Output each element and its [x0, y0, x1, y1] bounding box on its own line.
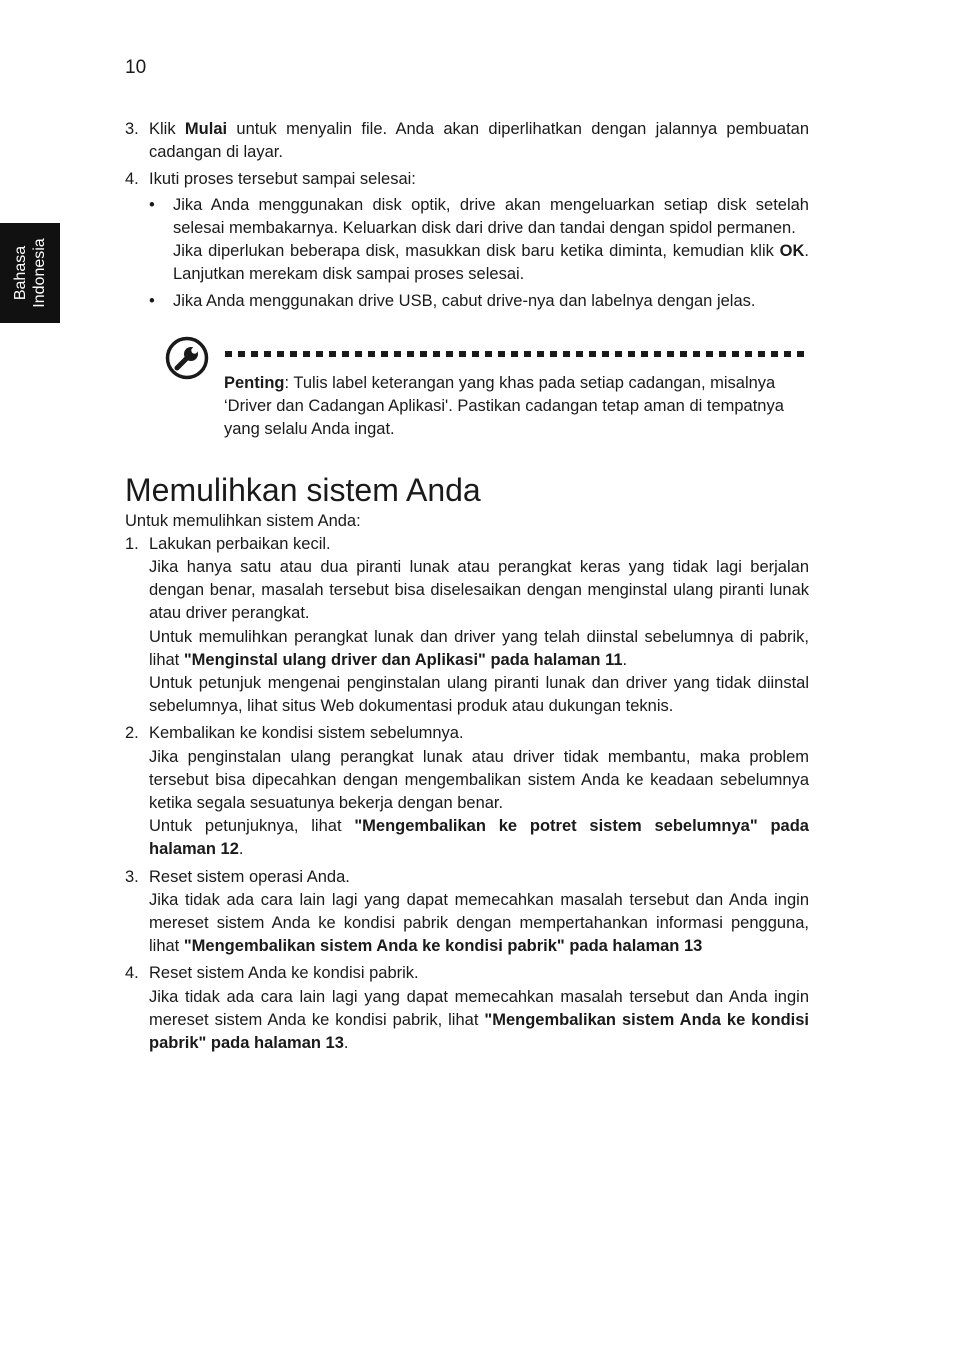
step-title: Reset sistem Anda ke kondisi pabrik.	[149, 964, 419, 983]
note-label: Penting	[224, 373, 285, 392]
step-number: 4.	[125, 964, 139, 983]
step-paragraph: Jika hanya satu atau dua piranti lunak atau perangkat keras yang tidak lagi berjalan dengan benar, masalah tersebut bisa diselesaikan dengan menginstal ulang piranti lunak atau driver perangkat.	[149, 558, 809, 623]
step-title: Reset sistem operasi Anda.	[149, 867, 350, 886]
important-note	[125, 336, 809, 440]
cross-reference-link: "Menginstal ulang driver dan Aplikasi" pada halaman 11	[183, 650, 623, 669]
restore-step-4	[125, 962, 809, 1055]
paragraph-post: .	[343, 1034, 349, 1053]
bullet-extra-pre: Jika diperlukan beberapa disk, masukkan disk baru ketika diminta, kemudian klik	[173, 242, 780, 261]
bullet-dot: •	[149, 292, 155, 311]
cross-reference-link: "Mengembalikan sistem Anda ke kondisi pabrik" pada halaman 13	[149, 1010, 809, 1053]
note-body: : Tulis label keterangan yang khas pada setiap cadangan, misalnya ‘Driver dan Cadangan Aplikasi'. Pastikan cadangan tetap aman di tempatnya yang selalu Anda ingat.	[224, 373, 784, 439]
paragraph-pre: Jika tidak ada cara lain lagi yang dapat memecahkan masalah tersebut dan Anda ingin mereset sistem Anda ke kondisi pabrik dengan mempertahankan informasi pengguna, lihat	[149, 890, 809, 956]
side-tab-line-2: Indonesia	[31, 238, 48, 308]
step-text: Ikuti proses tersebut sampai selesai:	[149, 170, 416, 189]
step-paragraph	[149, 815, 809, 861]
language-side-tab	[0, 223, 60, 323]
paragraph-pre: Jika tidak ada cara lain lagi yang dapat memecahkan masalah tersebut dan Anda ingin mereset sistem Anda ke kondisi pabrik, lihat	[149, 987, 809, 1029]
restore-step-3	[125, 866, 809, 959]
paragraph-post: .	[238, 840, 244, 859]
wrench-icon	[165, 336, 209, 380]
paragraph-post: .	[622, 650, 628, 669]
step-number: 2.	[125, 724, 139, 743]
page-content	[125, 118, 809, 1059]
step-paragraph: Untuk petunjuk mengenai penginstalan ulang piranti lunak dan driver yang tidak diinstal sebelumnya, lihat situs Web dokumentasi produk atau dukungan teknis.	[149, 674, 809, 716]
note-dotted-divider	[225, 351, 809, 357]
section-heading: Memulihkan sistem Anda	[125, 471, 481, 508]
page-number: 10	[125, 57, 147, 78]
bullet-item-usb	[149, 290, 809, 313]
backup-step-4	[125, 168, 809, 313]
step-number: 3.	[125, 120, 139, 138]
bullet-text: Jika Anda menggunakan disk optik, drive akan mengeluarkan setiap disk setelah selesai membakarnya. Keluarkan disk dari drive dan tandai dengan spidol permanen.	[173, 195, 809, 237]
step-number: 1.	[125, 534, 139, 553]
bullet-extra-bold: OK	[779, 242, 805, 261]
cross-reference-link: "Mengembalikan sistem Anda ke kondisi pabrik" pada halaman 13	[183, 937, 703, 956]
bullet-extra-text	[173, 240, 809, 286]
step-paragraph	[149, 626, 809, 672]
bullet-list	[149, 194, 809, 314]
backup-step-3	[125, 118, 809, 164]
step-number: 4.	[125, 170, 139, 189]
paragraph-pre: Untuk petunjuknya, lihat	[149, 817, 355, 836]
step-text-post: untuk menyalin file. Anda akan diperlihatkan dengan jalannya pembuatan cadangan di layar.	[149, 120, 810, 162]
step-title: Kembalikan ke kondisi sistem sebelumnya.	[149, 724, 464, 743]
restore-step-2	[125, 722, 809, 861]
restore-step-1	[125, 533, 809, 719]
paragraph-pre: Untuk memulihkan perangkat lunak dan driver yang telah diinstal sebelumnya di pabrik, lihat	[149, 627, 809, 669]
bullet-text: Jika Anda menggunakan drive USB, cabut drive-nya dan labelnya dengan jelas.	[173, 292, 756, 311]
step-title: Lakukan perbaikan kecil.	[149, 534, 331, 553]
step-paragraph	[149, 889, 809, 959]
step-text-pre: Klik	[149, 120, 185, 138]
step-paragraph: Jika penginstalan ulang perangkat lunak atau driver tidak membantu, maka problem tersebut bisa dipecahkan dengan mengembalikan sistem Anda ke keadaan sebelumnya ketika segala sesuatunya bekerja dengan benar.	[149, 747, 809, 813]
bullet-item-optical	[149, 194, 809, 287]
step-number: 3.	[125, 867, 139, 886]
section-intro: Untuk memulihkan sistem Anda:	[125, 511, 361, 530]
side-tab-line-1: Bahasa	[12, 245, 29, 301]
bullet-extra-post: . Lanjutkan merekam disk sampai proses selesai.	[173, 242, 809, 284]
cross-reference-link: "Mengembalikan ke potret sistem sebelumnya" pada halaman 12	[149, 817, 809, 859]
step-text-bold: Mulai	[184, 120, 228, 138]
bullet-dot: •	[149, 195, 155, 214]
step-text	[149, 118, 809, 164]
step-paragraph	[149, 986, 809, 1056]
note-text	[224, 372, 784, 442]
restore-steps-list	[125, 533, 809, 1055]
